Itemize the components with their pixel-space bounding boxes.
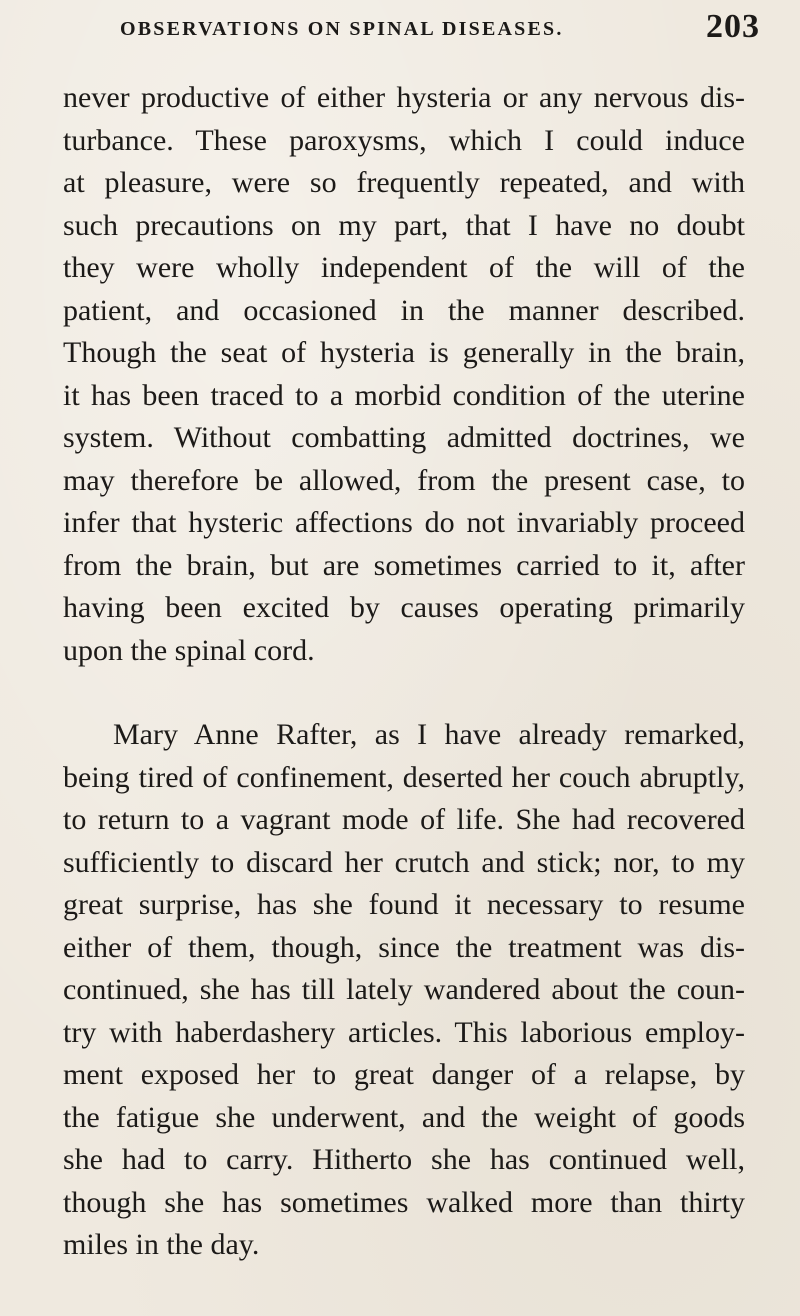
text-line: it has been traced to a morbid condition of the uterine xyxy=(63,378,745,412)
text-line: miles in the day. xyxy=(63,1228,260,1261)
text-line: system. Without combatting admitted doctrines, we xyxy=(63,421,745,454)
text-line: such precautions on my part, that I have no doubt xyxy=(63,208,745,242)
text-line: upon the spinal cord. xyxy=(63,633,315,667)
text-line: either of them, though, since the treatment was dis- xyxy=(63,930,745,964)
text-line: patient, and occasioned in the manner described. xyxy=(63,293,745,327)
text-line: sufficiently to discard her crutch and stick; nor, to my xyxy=(63,845,745,879)
text-line: having been excited by causes operating primarily xyxy=(63,591,745,624)
text-line: being tired of confinement, deserted her couch abruptly, xyxy=(63,760,745,794)
page-number: 203 xyxy=(706,8,760,45)
body-text xyxy=(63,77,745,1267)
text-line: ment exposed her to great danger of a relapse, by xyxy=(63,1058,745,1091)
paragraph-gap xyxy=(63,672,745,714)
text-line: though she has sometimes walked more than thirty xyxy=(63,1185,745,1219)
text-line: Though the seat of hysteria is generally in the brain, xyxy=(63,336,745,369)
text-line: Mary Anne Rafter, as I have already remarked, xyxy=(113,718,745,751)
text-line: try with haberdashery articles. This laborious employ- xyxy=(63,1015,745,1049)
text-line: infer that hysteric affections do not invariably proceed xyxy=(63,506,745,539)
text-line: at pleasure, were so frequently repeated, and with xyxy=(63,166,745,199)
text-line: the fatigue she underwent, and the weight of goods xyxy=(63,1100,745,1134)
paragraph-2 xyxy=(63,714,745,1267)
text-line: they were wholly independent of the will of the xyxy=(63,251,745,284)
paragraph-1 xyxy=(63,77,745,672)
text-line: great surprise, has she found it necessary to resume xyxy=(63,888,745,921)
text-line: turbance. These paroxysms, which I could induce xyxy=(63,123,745,157)
text-line: may therefore be allowed, from the present case, to xyxy=(63,463,745,497)
text-line: never productive of either hysteria or any nervous dis- xyxy=(63,81,745,114)
text-line: continued, she has till lately wandered about the coun- xyxy=(63,973,745,1006)
running-head: OBSERVATIONS ON SPINAL DISEASES. xyxy=(120,18,564,40)
text-line: from the brain, but are sometimes carried to it, after xyxy=(63,548,745,582)
text-line: she had to carry. Hitherto she has continued well, xyxy=(63,1143,745,1176)
text-line: to return to a vagrant mode of life. She had recovered xyxy=(63,803,745,836)
